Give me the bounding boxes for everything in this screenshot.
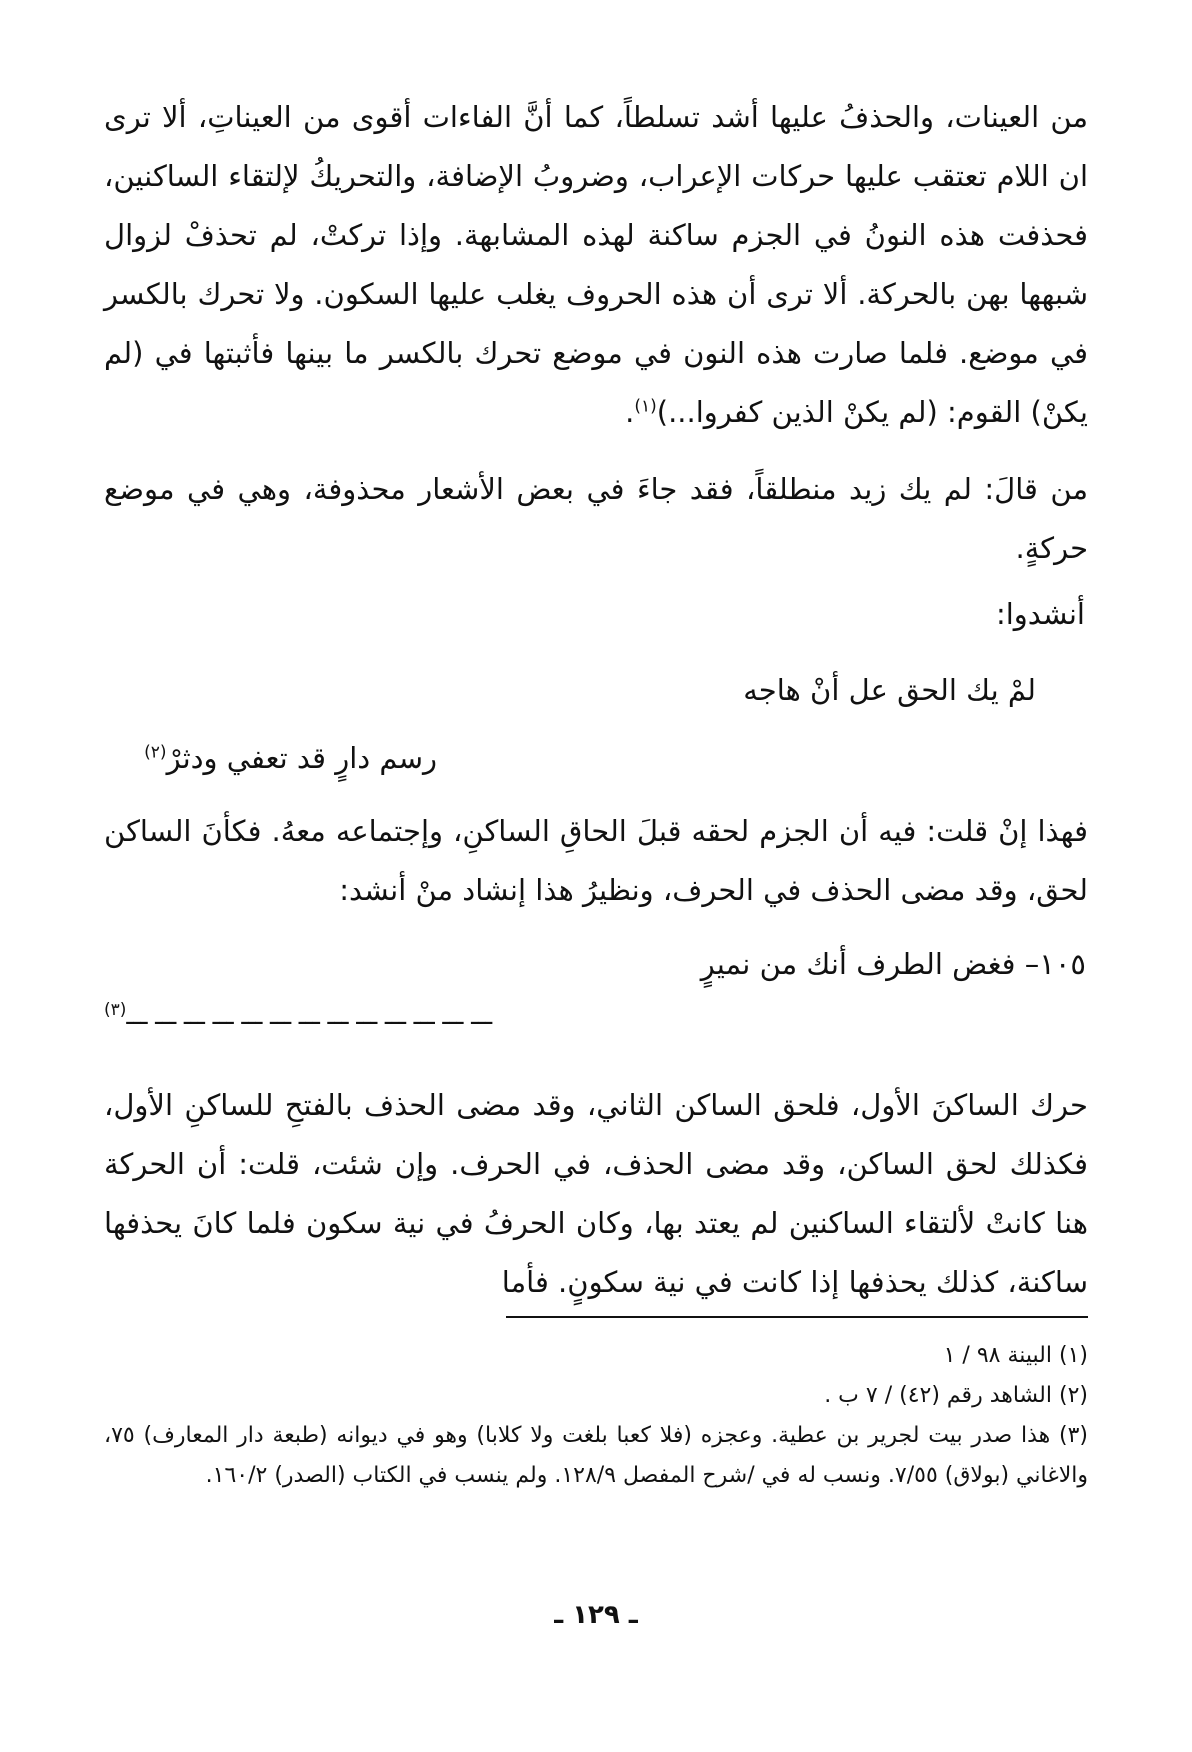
footnote-ref-2: (٢)	[144, 742, 167, 763]
page-number: ـ ١٢٩ ـ	[554, 1600, 638, 1630]
verse-line-1: لمْ يك الحق عل أنْ هاجه	[743, 673, 1036, 707]
paragraph-1-text: من العينات، والحذفُ عليها أشد تسلطاً، كما أنَّ الفاءات أقوى من العيناتِ، ألا ترى ان اللام تعتقب عليها حركات الإعراب، وضروبُ الإضافة، والتحريكُ لإلتقاء الساكنين، فحذفت هذه النونُ في الجزم ساكنة لهذه المشابهة. وإذا تركتْ، لم تحذفْ لزوال شبهها بهن بالحركة. ألا ترى أن هذه الحروف يغلب عليها السكون. ولا تحرك بالكسر في موضع. فلما صارت هذه النون في موضع تحرك بالكسر ما بينها فأثبتها في (لم يكنْ) القوم: (لم يكنْ الذين كفروا...)	[104, 100, 1088, 429]
footnote-separator	[506, 1316, 1088, 1318]
paragraph-2: من قالَ: لم يك زيد منطلقاً، فقد جاءَ في بعض الأشعار محذوفة، وهي في موضع حركةٍ.	[104, 472, 1088, 565]
paragraph-3: فهذا إنْ قلت: فيه أن الجزم لحقه قبلَ الحاقِ الساكنِ، وإجتماعه معهُ. فكأنَ الساكن لحق، وقد مضى الحذف في الحرف، ونظيرُ هذا إنشاد منْ أنشد:	[104, 814, 1088, 907]
footnote-ref-1: (١)	[634, 396, 657, 417]
paragraph-1	[104, 88, 1088, 442]
omitted-line-dashes: ـــ ـــ ـــ ـــ ـــ ـــ ـــ ـــ ـــ ـــ ـــ ـــ ـــ	[126, 1002, 493, 1030]
footnote-2: (٢) الشاهد رقم (٤٢) / ٧ ب .	[824, 1383, 1088, 1408]
paragraph-4: حرك الساكنَ الأول، فلحق الساكن الثاني، وقد مضى الحذف بالفتحِ للساكنِ الأول، فكذلك لحق الساكن، وقد مضى الحذف، في الحرف. وإن شئت، قلت: أن الحركة هنا كانتْ لألتقاء الساكنين لم يعتد بها، وكان الحرفُ في نية سكون فلما كانَ يحذفها ساكنة، كذلك يحذفها إذا كانت في نية سكونٍ. فأما	[104, 1088, 1088, 1299]
footnote-1: (١) البينة ٩٨ / ١	[943, 1343, 1088, 1368]
footnote-3: (٣) هذا صدر بيت لجرير بن عطية. وعجزه (فلا كعبا بلغت ولا كلابا) وهو في ديوانه (طبعة دار المعارف) ٧٥، والاغاني (بولاق) ٧/٥٥. ونسب له في /شرح المفصل ١٢٨/٩. ولم ينسب في الكتاب (الصدر) ١٦٠/٢.	[104, 1423, 1088, 1488]
verse-omitted-line	[104, 1002, 492, 1030]
footnote-ref-3: (٣)	[104, 1000, 127, 1020]
footnotes	[104, 1336, 1088, 1496]
recitation-label: أنشدوا:	[995, 597, 1085, 631]
verse-line-2	[144, 738, 437, 778]
verse-line-2-text: رسم دارٍ قد تعفي ودثرْ	[166, 741, 437, 775]
paragraph-1-end: .	[625, 395, 635, 429]
verse-line-3: ١٠٥– فغض الطرف أنك من نميرٍ	[700, 947, 1086, 981]
